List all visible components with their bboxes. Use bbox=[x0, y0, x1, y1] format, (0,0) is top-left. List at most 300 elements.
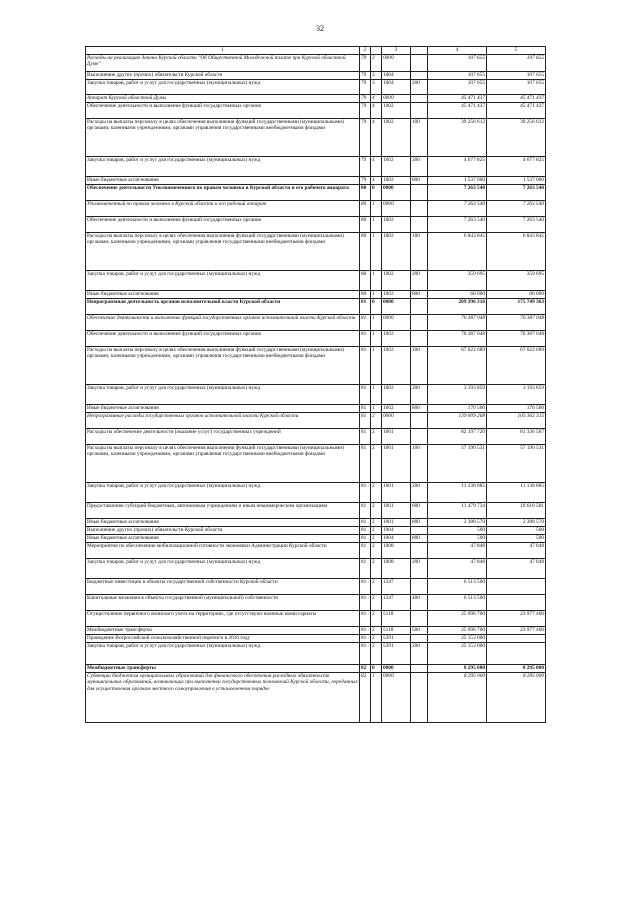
row-code-subprogram-cell: 3 bbox=[371, 55, 382, 72]
row-value-2017-cell: 107 655 bbox=[428, 55, 487, 72]
row-value-2018-cell: 7 263 540 bbox=[487, 185, 546, 201]
row-value-2018-cell: 57 190 531 bbox=[487, 445, 546, 483]
table-row bbox=[86, 157, 546, 177]
row-code-expense-type-cell: 500 bbox=[411, 627, 428, 635]
row-value-2017-cell: 7 263 540 bbox=[428, 201, 487, 217]
row-name-cell: Межбюджетные трансферты bbox=[86, 665, 360, 673]
row-name-cell: Закупка товаров, работ и услуг для государственных (муниципальных) нужд bbox=[86, 157, 360, 177]
row-value-2017-cell: 70 387 048 bbox=[428, 331, 487, 347]
row-code-direction-cell: 1002 bbox=[382, 157, 411, 177]
row-code-program-cell: 81 bbox=[360, 299, 371, 315]
table-row bbox=[86, 55, 546, 72]
row-code-direction-cell: 1004 bbox=[382, 535, 411, 543]
row-code-expense-type-cell: 400 bbox=[411, 595, 428, 611]
header-cell-code-2 bbox=[371, 47, 382, 55]
row-name-cell: Бюджетные инвестиции в объекты государственной собственности Курской области bbox=[86, 579, 360, 595]
row-code-program-cell: 79 bbox=[360, 119, 371, 157]
row-code-expense-type-cell: 200 bbox=[411, 385, 428, 405]
table-row bbox=[86, 643, 546, 665]
row-code-expense-type-cell: 200 bbox=[411, 483, 428, 503]
table-row bbox=[86, 331, 546, 347]
row-code-subprogram-cell: 2 bbox=[371, 527, 382, 535]
row-name-cell: Непрограммная деятельность органов исполнительной власти Курской области bbox=[86, 299, 360, 315]
row-code-expense-type-cell bbox=[411, 55, 428, 72]
table-row bbox=[86, 233, 546, 271]
header-cell-name: 1 bbox=[86, 47, 360, 55]
row-value-2017-cell: 11 479 734 bbox=[428, 503, 487, 519]
row-value-2017-cell: 82 197 720 bbox=[428, 429, 487, 445]
row-code-expense-type-cell: 200 bbox=[411, 559, 428, 579]
row-code-direction-cell: 1002 bbox=[382, 405, 411, 413]
row-code-subprogram-cell: 0 bbox=[371, 299, 382, 315]
row-value-2017-cell: 170 500 bbox=[428, 405, 487, 413]
row-code-expense-type-cell bbox=[411, 665, 428, 673]
row-code-subprogram-cell: 1 bbox=[371, 217, 382, 233]
row-code-direction-cell: 0000 bbox=[382, 201, 411, 217]
row-name-cell: Обеспечение деятельности Уполномоченного по правам человека в Курской области и его рабочего аппарата bbox=[86, 185, 360, 201]
table-row bbox=[86, 385, 546, 405]
row-value-2018-cell: 1 537 000 bbox=[487, 177, 546, 185]
row-name-cell: Мероприятия по обеспечению мобилизационной готовности экономики Администрации Курской области bbox=[86, 543, 360, 559]
table-row bbox=[86, 347, 546, 385]
header-cell-code: 2 bbox=[360, 47, 371, 55]
row-value-2017-cell: 25 096 700 bbox=[428, 627, 487, 635]
row-name-cell: Предоставление субсидий бюджетным, автономным учреждениям и иным некоммерческим организациям bbox=[86, 503, 360, 519]
row-code-program-cell: 79 bbox=[360, 55, 371, 72]
header-cell-code-3: 3 bbox=[382, 47, 411, 55]
row-code-program-cell: 81 bbox=[360, 627, 371, 635]
row-value-2017-cell: 25 153 000 bbox=[428, 643, 487, 665]
table-row bbox=[86, 665, 546, 673]
row-code-subprogram-cell: 1 bbox=[371, 347, 382, 385]
row-value-2017-cell: 6 513 500 bbox=[428, 579, 487, 595]
row-code-expense-type-cell bbox=[411, 72, 428, 80]
row-code-expense-type-cell: 200 bbox=[411, 643, 428, 665]
table-row bbox=[86, 103, 546, 119]
table-row bbox=[86, 627, 546, 635]
row-value-2018-cell: 81 336 567 bbox=[487, 429, 546, 445]
table-row bbox=[86, 527, 546, 535]
row-value-2018-cell: 47 848 bbox=[487, 543, 546, 559]
row-code-expense-type-cell: 100 bbox=[411, 233, 428, 271]
row-value-2018-cell: 6 843 845 bbox=[487, 233, 546, 271]
row-name-cell: Расходы на выплаты персоналу в целях обеспечения выполнения функций государственными (муниципальными) органами, казенными учреждениями, органами управления государственными внебюджетными фондами bbox=[86, 347, 360, 385]
row-code-subprogram-cell: 1 bbox=[371, 405, 382, 413]
table-row bbox=[86, 579, 546, 595]
row-code-program-cell: 81 bbox=[360, 519, 371, 527]
row-value-2017-cell: 25 153 000 bbox=[428, 635, 487, 643]
row-code-subprogram-cell: 3 bbox=[371, 72, 382, 80]
row-code-expense-type-cell: 200 bbox=[411, 271, 428, 291]
row-code-direction-cell: 1247 bbox=[382, 595, 411, 611]
row-value-2018-cell: 47 848 bbox=[487, 559, 546, 579]
row-code-expense-type-cell: 800 bbox=[411, 405, 428, 413]
row-code-direction-cell: 1004 bbox=[382, 72, 411, 80]
row-value-2017-cell: 45 471 437 bbox=[428, 95, 487, 103]
row-code-direction-cell: 1004 bbox=[382, 80, 411, 95]
table-row bbox=[86, 535, 546, 543]
row-value-2017-cell: 45 471 437 bbox=[428, 103, 487, 119]
row-code-expense-type-cell bbox=[411, 315, 428, 331]
row-code-direction-cell: 1002 bbox=[382, 177, 411, 185]
row-name-cell: Обеспечение деятельности и выполнение функций государственных органов исполнительной власти Курской области bbox=[86, 315, 360, 331]
row-code-direction-cell: 1002 bbox=[382, 217, 411, 233]
row-code-program-cell: 79 bbox=[360, 103, 371, 119]
row-value-2017-cell: 1 537 000 bbox=[428, 177, 487, 185]
table-row bbox=[86, 503, 546, 519]
row-code-direction-cell: 5118 bbox=[382, 611, 411, 627]
row-name-cell: Субвенции бюджетам муниципальных образований для финансового обеспечения расходных обязательств муниципальных образований, возникающих при выполнении государственных полномочий Курской области, переданных для осуществления органам местного самоуправления в установленном порядке bbox=[86, 673, 360, 723]
row-code-direction-cell: 1002 bbox=[382, 271, 411, 291]
row-name-cell: Непрограммные расходы государственных органов исполнительной власти Курской области bbox=[86, 413, 360, 429]
row-code-subprogram-cell: 3 bbox=[371, 80, 382, 95]
row-name-cell: Межбюджетные трансферты bbox=[86, 627, 360, 635]
row-code-expense-type-cell bbox=[411, 201, 428, 217]
row-value-2017-cell: 47 848 bbox=[428, 559, 487, 579]
row-code-program-cell: 81 bbox=[360, 429, 371, 445]
table-row bbox=[86, 95, 546, 103]
row-code-direction-cell: 5391 bbox=[382, 643, 411, 665]
table-row bbox=[86, 559, 546, 579]
row-value-2017-cell: 209 396 316 bbox=[428, 299, 487, 315]
row-value-2018-cell: 8 295 000 bbox=[487, 665, 546, 673]
row-value-2017-cell: 39 256 612 bbox=[428, 119, 487, 157]
row-value-2018-cell: 60 000 bbox=[487, 291, 546, 299]
row-code-expense-type-cell bbox=[411, 635, 428, 643]
row-code-program-cell: 81 bbox=[360, 315, 371, 331]
row-code-expense-type-cell bbox=[411, 527, 428, 535]
row-code-subprogram-cell: 2 bbox=[371, 543, 382, 559]
row-code-subprogram-cell: 1 bbox=[371, 201, 382, 217]
row-code-expense-type-cell: 100 bbox=[411, 347, 428, 385]
row-code-expense-type-cell bbox=[411, 429, 428, 445]
row-code-expense-type-cell bbox=[411, 95, 428, 103]
table-row bbox=[86, 271, 546, 291]
row-code-direction-cell: 1002 bbox=[382, 103, 411, 119]
row-code-subprogram-cell: 2 bbox=[371, 559, 382, 579]
row-code-program-cell: 80 bbox=[360, 233, 371, 271]
row-value-2018-cell: 7 263 540 bbox=[487, 201, 546, 217]
row-code-subprogram-cell: 2 bbox=[371, 483, 382, 503]
row-value-2017-cell: 8 295 000 bbox=[428, 673, 487, 723]
table-row bbox=[86, 595, 546, 611]
row-code-program-cell: 81 bbox=[360, 445, 371, 483]
row-value-2018-cell: 70 387 048 bbox=[487, 331, 546, 347]
table-row bbox=[86, 185, 546, 201]
row-value-2017-cell: 3 193 859 bbox=[428, 385, 487, 405]
row-code-expense-type-cell bbox=[411, 299, 428, 315]
table-row bbox=[86, 72, 546, 80]
page-number: 32 bbox=[316, 24, 324, 33]
row-code-direction-cell: 0000 bbox=[382, 315, 411, 331]
row-code-direction-cell: 1002 bbox=[382, 233, 411, 271]
row-value-2018-cell: 8 295 000 bbox=[487, 673, 546, 723]
row-code-program-cell: 81 bbox=[360, 643, 371, 665]
row-value-2018-cell: 45 471 437 bbox=[487, 103, 546, 119]
row-code-subprogram-cell: 2 bbox=[371, 519, 382, 527]
row-value-2018-cell: 11 138 885 bbox=[487, 483, 546, 503]
row-code-direction-cell: 1002 bbox=[382, 331, 411, 347]
row-name-cell: Выполнение других (прочих) обязательств Курской области bbox=[86, 72, 360, 80]
row-code-subprogram-cell: 4 bbox=[371, 177, 382, 185]
row-code-subprogram-cell: 2 bbox=[371, 635, 382, 643]
row-code-expense-type-cell: 200 bbox=[411, 157, 428, 177]
row-code-program-cell: 81 bbox=[360, 535, 371, 543]
row-code-direction-cell: 1004 bbox=[382, 527, 411, 535]
row-name-cell: Аппарат Курской областной Думы bbox=[86, 95, 360, 103]
row-value-2017-cell: 500 bbox=[428, 535, 487, 543]
row-code-program-cell: 82 bbox=[360, 673, 371, 723]
table-row bbox=[86, 291, 546, 299]
row-code-expense-type-cell: 800 bbox=[411, 535, 428, 543]
row-code-direction-cell: 5118 bbox=[382, 627, 411, 635]
row-name-cell: Проведение Всероссийской сельскохозяйственной переписи в 2016 году bbox=[86, 635, 360, 643]
row-code-direction-cell: 1001 bbox=[382, 445, 411, 483]
row-name-cell: Осуществление первичного воинского учета на территориях, где отсутствуют военные комиссариаты bbox=[86, 611, 360, 627]
row-name-cell: Закупка товаров, работ и услуг для государственных (муниципальных) нужд bbox=[86, 559, 360, 579]
row-name-cell: Обеспечение деятельности и выполнение функций государственных органов bbox=[86, 217, 360, 233]
row-value-2018-cell: 45 471 437 bbox=[487, 95, 546, 103]
table-row bbox=[86, 635, 546, 643]
row-value-2017-cell: 500 bbox=[428, 527, 487, 535]
row-code-program-cell: 81 bbox=[360, 543, 371, 559]
row-code-expense-type-cell: 100 bbox=[411, 445, 428, 483]
row-code-expense-type-cell bbox=[411, 103, 428, 119]
row-code-direction-cell: 5391 bbox=[382, 635, 411, 643]
row-code-expense-type-cell: 800 bbox=[411, 177, 428, 185]
row-code-program-cell: 80 bbox=[360, 185, 371, 201]
table-row bbox=[86, 217, 546, 233]
row-name-cell: Закупка товаров, работ и услуг для государственных (муниципальных) нужд bbox=[86, 80, 360, 95]
row-name-cell: Расходы на реализацию Закона Курской области "Об Общественной Молодежной палате при Курской областной Думе" bbox=[86, 55, 360, 72]
table-row bbox=[86, 673, 546, 723]
row-code-program-cell: 81 bbox=[360, 611, 371, 627]
row-code-subprogram-cell: 2 bbox=[371, 643, 382, 665]
row-code-expense-type-cell bbox=[411, 543, 428, 559]
row-value-2018-cell: 500 bbox=[487, 527, 546, 535]
row-code-expense-type-cell bbox=[411, 185, 428, 201]
row-code-program-cell: 81 bbox=[360, 595, 371, 611]
row-value-2018-cell: 2 388 570 bbox=[487, 519, 546, 527]
row-code-program-cell: 82 bbox=[360, 665, 371, 673]
row-value-2018-cell bbox=[487, 635, 546, 643]
row-code-subprogram-cell: 2 bbox=[371, 535, 382, 543]
budget-table bbox=[85, 46, 546, 723]
row-value-2018-cell: 39 256 612 bbox=[487, 119, 546, 157]
row-value-2018-cell: 107 655 bbox=[487, 72, 546, 80]
row-value-2017-cell: 25 096 700 bbox=[428, 611, 487, 627]
row-value-2018-cell: 4 677 825 bbox=[487, 157, 546, 177]
row-code-program-cell: 81 bbox=[360, 483, 371, 503]
row-code-subprogram-cell: 1 bbox=[371, 271, 382, 291]
row-code-direction-cell: 0000 bbox=[382, 185, 411, 201]
row-code-program-cell: 79 bbox=[360, 72, 371, 80]
table-row bbox=[86, 413, 546, 429]
table-row bbox=[86, 429, 546, 445]
row-value-2017-cell: 4 677 825 bbox=[428, 157, 487, 177]
row-name-cell: Выполнение других (прочих) обязательств Курской области bbox=[86, 527, 360, 535]
row-value-2017-cell: 60 000 bbox=[428, 291, 487, 299]
row-code-direction-cell: 0000 bbox=[382, 95, 411, 103]
table-header-row bbox=[86, 47, 546, 55]
row-value-2018-cell: 67 022 689 bbox=[487, 347, 546, 385]
row-value-2017-cell: 6 513 500 bbox=[428, 595, 487, 611]
row-value-2018-cell: 7 263 540 bbox=[487, 217, 546, 233]
row-code-program-cell: 81 bbox=[360, 405, 371, 413]
row-code-program-cell: 80 bbox=[360, 201, 371, 217]
row-value-2018-cell: 23 977 400 bbox=[487, 627, 546, 635]
row-code-expense-type-cell bbox=[411, 611, 428, 627]
row-code-subprogram-cell: 4 bbox=[371, 157, 382, 177]
row-value-2017-cell: 7 263 540 bbox=[428, 217, 487, 233]
table-row bbox=[86, 315, 546, 331]
row-code-subprogram-cell: 1 bbox=[371, 233, 382, 271]
row-code-subprogram-cell: 1 bbox=[371, 331, 382, 347]
row-name-cell: Расходы на выплаты персоналу в целях обеспечения выполнения функций государственными (муниципальными) органами, казенными учреждениями, органами управления государственными внебюджетными фондами bbox=[86, 119, 360, 157]
row-code-expense-type-cell bbox=[411, 217, 428, 233]
row-value-2017-cell: 11 138 885 bbox=[428, 483, 487, 503]
row-name-cell: Обеспечение деятельности и выполнение функций государственных органов bbox=[86, 103, 360, 119]
row-code-direction-cell: 1001 bbox=[382, 503, 411, 519]
row-name-cell: Расходы на обеспечение деятельности (оказание услуг) государственных учреждений bbox=[86, 429, 360, 445]
row-code-program-cell: 81 bbox=[360, 527, 371, 535]
row-code-direction-cell: 1008 bbox=[382, 543, 411, 559]
row-code-expense-type-cell: 200 bbox=[411, 80, 428, 95]
row-value-2017-cell: 6 843 845 bbox=[428, 233, 487, 271]
row-code-expense-type-cell: 800 bbox=[411, 291, 428, 299]
row-code-expense-type-cell: 100 bbox=[411, 119, 428, 157]
row-code-program-cell: 81 bbox=[360, 347, 371, 385]
row-code-subprogram-cell: 2 bbox=[371, 413, 382, 429]
row-code-subprogram-cell: 2 bbox=[371, 503, 382, 519]
row-code-direction-cell: 0000 bbox=[382, 665, 411, 673]
row-value-2017-cell: 2 388 570 bbox=[428, 519, 487, 527]
table-row bbox=[86, 483, 546, 503]
row-code-program-cell: 81 bbox=[360, 385, 371, 405]
row-code-program-cell: 81 bbox=[360, 635, 371, 643]
row-name-cell: Закупка товаров, работ и услуг для государственных (муниципальных) нужд bbox=[86, 643, 360, 665]
row-code-program-cell: 79 bbox=[360, 157, 371, 177]
row-code-subprogram-cell: 1 bbox=[371, 315, 382, 331]
row-code-direction-cell: 1247 bbox=[382, 579, 411, 595]
row-name-cell: Расходы на выплаты персоналу в целях обеспечения выполнения функций государственными (муниципальными) органами, казенными учреждениями, органами управления государственными внебюджетными фондами bbox=[86, 445, 360, 483]
row-code-subprogram-cell: 2 bbox=[371, 445, 382, 483]
row-code-subprogram-cell: 2 bbox=[371, 429, 382, 445]
table-row bbox=[86, 201, 546, 217]
row-code-direction-cell: 1002 bbox=[382, 119, 411, 157]
row-code-program-cell: 79 bbox=[360, 95, 371, 103]
row-value-2017-cell: 107 655 bbox=[428, 80, 487, 95]
row-name-cell: Обеспечение деятельности и выполнение функций государственных органов bbox=[86, 331, 360, 347]
row-value-2018-cell: 10 618 581 bbox=[487, 503, 546, 519]
row-code-expense-type-cell bbox=[411, 579, 428, 595]
row-name-cell: Иные бюджетные ассигнования bbox=[86, 405, 360, 413]
row-code-expense-type-cell: 600 bbox=[411, 503, 428, 519]
row-code-program-cell: 81 bbox=[360, 503, 371, 519]
row-code-subprogram-cell: 4 bbox=[371, 119, 382, 157]
row-name-cell: Капитальные вложения в объекты государственной (муниципальной) собственности bbox=[86, 595, 360, 611]
table-row bbox=[86, 177, 546, 185]
row-value-2017-cell: 57 190 531 bbox=[428, 445, 487, 483]
row-value-2017-cell: 107 655 bbox=[428, 72, 487, 80]
row-code-subprogram-cell: 0 bbox=[371, 185, 382, 201]
header-cell-value-2: 5 bbox=[487, 47, 546, 55]
row-code-program-cell: 81 bbox=[360, 413, 371, 429]
row-name-cell: Иные бюджетные ассигнования bbox=[86, 177, 360, 185]
row-value-2018-cell: 107 655 bbox=[487, 80, 546, 95]
row-code-program-cell: 80 bbox=[360, 217, 371, 233]
row-code-direction-cell: 0000 bbox=[382, 413, 411, 429]
row-value-2018-cell: 107 655 bbox=[487, 55, 546, 72]
row-value-2017-cell: 47 848 bbox=[428, 543, 487, 559]
row-name-cell: Иные бюджетные ассигнования bbox=[86, 291, 360, 299]
row-value-2018-cell: 500 bbox=[487, 535, 546, 543]
row-code-direction-cell: 1001 bbox=[382, 519, 411, 527]
row-name-cell: Расходы на выплаты персоналу в целях обеспечения выполнения функций государственными (муниципальными) органами, казенными учреждениями, органами управления государственными внебюджетными фондами bbox=[86, 233, 360, 271]
header-cell-type bbox=[411, 47, 428, 55]
header-cell-value-1: 4 bbox=[428, 47, 487, 55]
table-row bbox=[86, 119, 546, 157]
row-code-subprogram-cell: 1 bbox=[371, 385, 382, 405]
row-name-cell: Закупка товаров, работ и услуг для государственных (муниципальных) нужд bbox=[86, 483, 360, 503]
row-value-2017-cell: 8 295 000 bbox=[428, 665, 487, 673]
row-code-direction-cell: 1001 bbox=[382, 483, 411, 503]
row-code-subprogram-cell: 2 bbox=[371, 627, 382, 635]
row-code-direction-cell: 1008 bbox=[382, 559, 411, 579]
row-code-subprogram-cell: 2 bbox=[371, 595, 382, 611]
row-code-program-cell: 79 bbox=[360, 80, 371, 95]
row-value-2017-cell: 67 022 689 bbox=[428, 347, 487, 385]
row-code-subprogram-cell: 1 bbox=[371, 291, 382, 299]
row-code-subprogram-cell: 4 bbox=[371, 95, 382, 103]
table-row bbox=[86, 519, 546, 527]
row-code-program-cell: 79 bbox=[360, 177, 371, 185]
row-value-2017-cell: 7 263 540 bbox=[428, 185, 487, 201]
row-code-program-cell: 80 bbox=[360, 291, 371, 299]
row-value-2018-cell: 175 749 363 bbox=[487, 299, 546, 315]
table-row bbox=[86, 543, 546, 559]
row-name-cell: Уполномоченный по правам человека в Курской области и его рабочий аппарат bbox=[86, 201, 360, 217]
row-value-2018-cell bbox=[487, 579, 546, 595]
row-code-subprogram-cell: 2 bbox=[371, 579, 382, 595]
row-code-program-cell: 81 bbox=[360, 331, 371, 347]
row-value-2018-cell: 3 193 859 bbox=[487, 385, 546, 405]
row-name-cell: Закупка товаров, работ и услуг для государственных (муниципальных) нужд bbox=[86, 385, 360, 405]
row-value-2017-cell: 359 695 bbox=[428, 271, 487, 291]
row-value-2018-cell bbox=[487, 643, 546, 665]
row-code-subprogram-cell: 2 bbox=[371, 611, 382, 627]
row-code-subprogram-cell: 1 bbox=[371, 673, 382, 723]
row-name-cell: Иные бюджетные ассигнования bbox=[86, 535, 360, 543]
row-code-expense-type-cell bbox=[411, 413, 428, 429]
row-code-subprogram-cell: 0 bbox=[371, 665, 382, 673]
row-code-subprogram-cell: 4 bbox=[371, 103, 382, 119]
row-code-program-cell: 81 bbox=[360, 579, 371, 595]
row-value-2018-cell: 23 977 400 bbox=[487, 611, 546, 627]
table-row bbox=[86, 299, 546, 315]
row-code-program-cell: 81 bbox=[360, 559, 371, 579]
table-row bbox=[86, 445, 546, 483]
row-code-direction-cell: 0000 bbox=[382, 299, 411, 315]
table-row bbox=[86, 611, 546, 627]
row-code-expense-type-cell bbox=[411, 673, 428, 723]
row-name-cell: Закупка товаров, работ и услуг для государственных (муниципальных) нужд bbox=[86, 271, 360, 291]
row-code-direction-cell: 0000 bbox=[382, 55, 411, 72]
row-name-cell: Иные бюджетные ассигнования bbox=[86, 519, 360, 527]
row-value-2018-cell bbox=[487, 595, 546, 611]
row-value-2018-cell: 170 500 bbox=[487, 405, 546, 413]
table-row bbox=[86, 405, 546, 413]
